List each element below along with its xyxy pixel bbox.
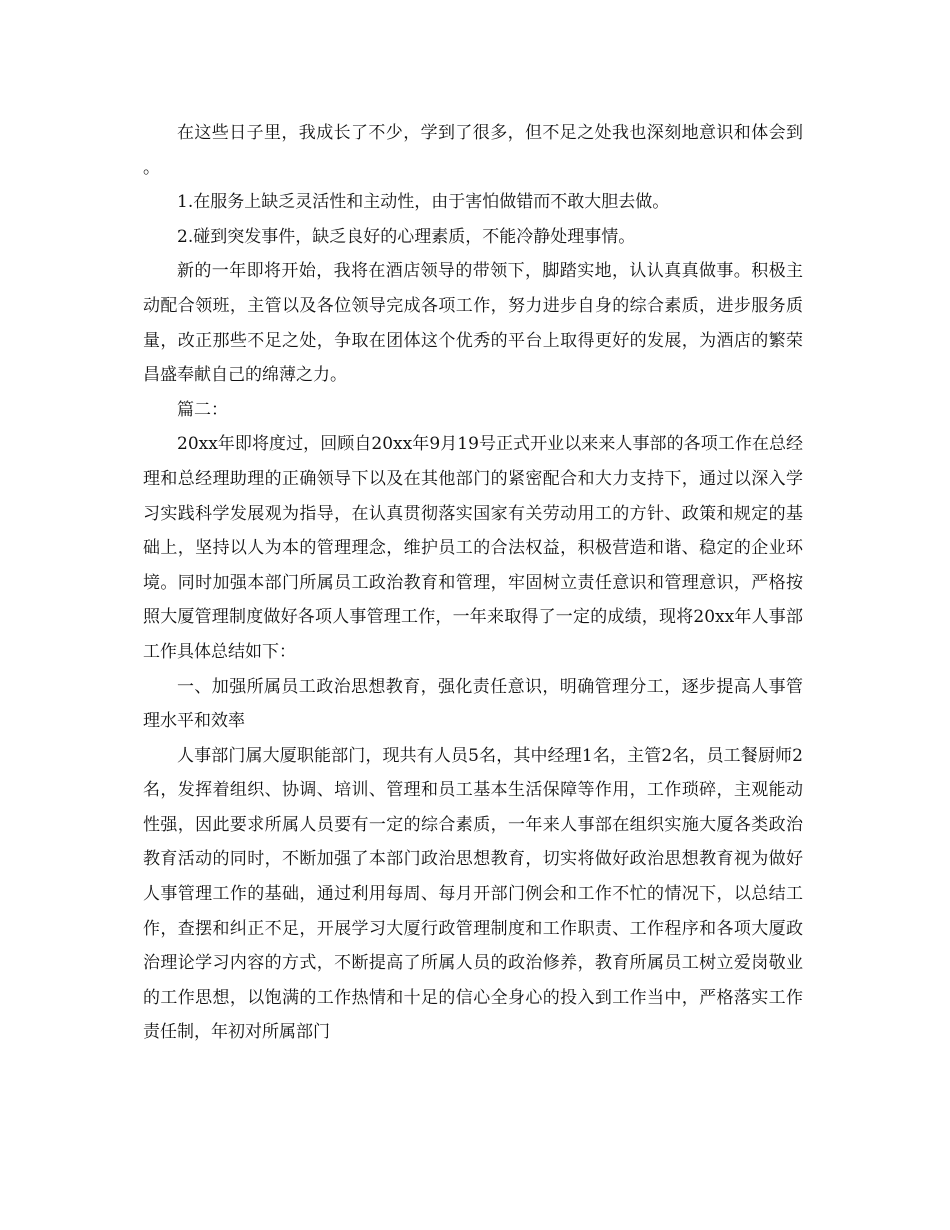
document-body: [143, 116, 803, 1050]
section-heading-point-one: 一、加强所属员工政治思想教育，强化责任意识，明确管理分工，逐步提高人事管理水平和效率: [143, 676, 803, 732]
paragraph-hr-department: 人事部门属大厦职能部门，现共有人员5名，其中经理1名，主管2名，员工餐厨师2名，发挥着组织、协调、培训、管理和员工基本生活保障等作用，工作琐碎，主观能动性强，因此要求所属人员要有一定的综合素质，一年来人事部在组织实施大厦各类政治教育活动的同时，不断加强了本部门政治思想教育，切实将做好政治思想教育视为做好人事管理工作的基础，通过利用每周、每月开部门例会和工作不忙的情况下，以总结工作，查摆和纠正不足，开展学习大厦行政管理制度和工作职责、工作程序和各项大厦政治理论学习内容的方式，不断提高了所属人员的政治修养，教育所属员工树立爱岗敬业的工作思想，以饱满的工作热情和十足的信心全身心的投入到工作当中，严格落实工作责任制，年初对所属部门: [143, 745, 803, 1043]
paragraph-hr-overview: 20xx年即将度过，回顾自20xx年9月19号正式开业以来来人事部的各项工作在总经理和总经理助理的正确领导下以及在其他部门的紧密配合和大力支持下，通过以深入学习实践科学发展观为指导，在认真贯彻落实国家有关劳动用工的方针、政策和规定的基础上，坚持以人为本的管理理念，维护员工的合法权益，积极营造和谐、稳定的企业环境。同时加强本部门所属员工政治教育和管理，牢固树立责任意识和管理意识，严格按照大厦管理制度做好各项人事管理工作，一年来取得了一定的成绩，现将20xx年人事部工作具体总结如下：: [143, 434, 803, 662]
section-heading-part-two: 篇二：: [177, 399, 228, 420]
paragraph-shortcoming-1: 1.在服务上缺乏灵活性和主动性，由于害怕做错而不敢大胆去做。: [177, 192, 670, 213]
paragraph-reflection: 在这些日子里，我成长了不少，学到了很多，但不足之处我也深刻地意识和体会到。: [143, 123, 803, 178]
paragraph-new-year-plan: 新的一年即将开始，我将在酒店领导的带领下，脚踏实地，认认真真做事。积极主动配合领班，主管以及各位领导完成各项工作，努力进步自身的综合素质，进步服务质量，改正那些不足之处，争取在团体这个优秀的平台上取得更好的发展，为酒店的繁荣昌盛奉献自己的绵薄之力。: [143, 261, 803, 386]
paragraph-shortcoming-2: 2.碰到突发事件，缺乏良好的心理素质，不能冷静处理事情。: [177, 226, 636, 247]
